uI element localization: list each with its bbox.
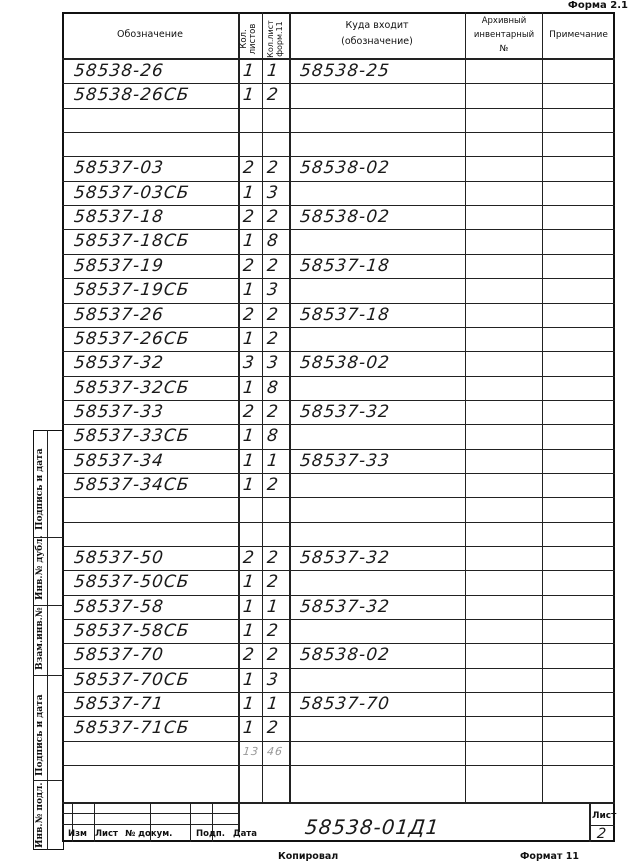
- cell-kol-listov: 1: [241, 280, 256, 301]
- footer-kopiroval: Копировал: [278, 851, 339, 862]
- cell-oboznachenie: 58537-33: [72, 401, 165, 422]
- header-oboznachenie: Обозначение: [117, 29, 183, 40]
- tb-list-label: Лист: [592, 811, 617, 821]
- titleblock-top: [62, 802, 615, 804]
- cell-kol-list: 3: [265, 280, 280, 301]
- cell-kuda-vkhodit: 58537-33: [298, 450, 391, 471]
- cell-kol-listov: 13: [242, 744, 260, 758]
- header-kuda-2: (обозначение): [341, 36, 413, 47]
- cell-oboznachenie: 58537-34: [72, 450, 165, 471]
- cell-oboznachenie: 58537-33СБ: [72, 426, 191, 447]
- cell-kuda-vkhodit: 58537-32: [298, 401, 391, 422]
- cell-kol-list: 1: [265, 596, 280, 617]
- row-rule: [62, 473, 615, 474]
- cell-oboznachenie: 58537-50СБ: [72, 572, 191, 593]
- cell-kuda-vkhodit: 58537-18: [298, 304, 391, 325]
- cell-kol-listov: 1: [241, 694, 256, 715]
- row-rule: [62, 278, 615, 279]
- tb-n-dokum: № докум.: [125, 829, 173, 839]
- cell-oboznachenie: 58537-18СБ: [72, 231, 191, 252]
- header-arkh-2: инвентарный: [473, 30, 535, 40]
- cell-kol-list: 46: [266, 744, 284, 758]
- cell-kol-list: 2: [265, 474, 280, 495]
- cell-kuda-vkhodit: 58538-02: [298, 353, 391, 374]
- divider: [465, 12, 466, 802]
- header-rule: [62, 58, 615, 60]
- tb-podp: Подп.: [196, 829, 225, 839]
- cell-oboznachenie: 58537-32СБ: [72, 377, 191, 398]
- cell-kol-list: 2: [265, 718, 280, 739]
- row-rule: [62, 692, 615, 693]
- side-label-podpis-2: Подпись и дата: [35, 694, 45, 776]
- cell-kol-list: 8: [265, 426, 280, 447]
- cell-kuda-vkhodit: 58538-02: [298, 645, 391, 666]
- row-rule: [62, 181, 615, 182]
- row-rule: [62, 108, 615, 109]
- cell-oboznachenie: 58537-50: [72, 548, 165, 568]
- cell-kol-listov: 2: [241, 255, 256, 276]
- cell-oboznachenie: 58537-19: [72, 255, 165, 276]
- forma-label: Форма 2.1: [567, 0, 628, 11]
- cell-kol-listov: 2: [241, 207, 256, 228]
- cell-kol-list: 8: [265, 231, 280, 252]
- cell-kol-listov: 1: [241, 718, 256, 739]
- header-kl-1: Кол.лист: [266, 20, 275, 58]
- cell-oboznachenie: 58537-03: [72, 158, 165, 179]
- footer-format: Формат 11: [520, 851, 579, 862]
- titleblock-divider: [589, 802, 591, 842]
- cell-kol-listov: 1: [241, 474, 256, 495]
- row-rule: [62, 254, 615, 255]
- header-kol-1: Кол.: [239, 29, 249, 49]
- header-primechanie: Примечание: [549, 30, 608, 40]
- cell-kol-list: 3: [265, 353, 280, 374]
- tb-izm: Изм: [68, 829, 88, 839]
- cell-kol-listov: 1: [241, 85, 256, 106]
- cell-kol-list: 2: [265, 621, 280, 642]
- cell-kuda-vkhodit: 58538-02: [298, 158, 391, 179]
- side-rule: [33, 780, 63, 781]
- cell-kol-listov: 1: [241, 231, 256, 252]
- side-rule: [33, 675, 63, 676]
- row-rule: [62, 400, 615, 401]
- side-divider: [47, 430, 48, 850]
- cell-oboznachenie: 58537-70СБ: [72, 669, 191, 690]
- cell-kol-list: 8: [265, 377, 280, 398]
- cell-kuda-vkhodit: 58538-02: [298, 207, 391, 228]
- row-rule: [62, 205, 615, 206]
- side-label-inv-dubl: Инв.№ дубл.: [35, 535, 45, 600]
- divider: [238, 12, 240, 832]
- row-rule: [62, 619, 615, 620]
- cell-kol-listov: 1: [241, 328, 256, 349]
- cell-kol-list: 2: [265, 401, 280, 422]
- cell-kol-list: 2: [265, 548, 280, 568]
- cell-kuda-vkhodit: 58537-18: [298, 255, 391, 276]
- cell-kuda-vkhodit: 58537-32: [298, 596, 391, 617]
- row-rule: [62, 376, 615, 377]
- cell-kol-listov: 1: [241, 669, 256, 690]
- cell-kol-listov: 2: [241, 548, 256, 568]
- cell-oboznachenie: 58538-26: [72, 61, 165, 81]
- row-rule: [62, 741, 615, 742]
- header-arkh-3: №: [499, 44, 509, 54]
- row-rule: [62, 668, 615, 669]
- header-kuda: [289, 18, 465, 50]
- divider: [289, 12, 291, 802]
- cell-oboznachenie: 58537-03СБ: [72, 182, 191, 203]
- cell-oboznachenie: 58537-71СБ: [72, 718, 191, 739]
- cell-kol-listov: 1: [241, 61, 256, 81]
- cell-kol-list: 2: [265, 645, 280, 666]
- cell-oboznachenie: 58537-18: [72, 207, 165, 228]
- row-rule: [62, 522, 615, 523]
- divider: [542, 12, 543, 802]
- tb-data: Дата: [233, 829, 257, 839]
- row-rule: [62, 497, 615, 498]
- cell-kol-list: 2: [265, 255, 280, 276]
- header-kl-2: форм.11: [275, 21, 284, 57]
- cell-kol-list: 3: [265, 182, 280, 203]
- cell-oboznachenie: 58537-71: [72, 694, 165, 715]
- header-kuda-1: Куда входит: [345, 20, 409, 31]
- tb-list: Лист: [95, 829, 118, 839]
- cell-kol-listov: 2: [241, 645, 256, 666]
- cell-kuda-vkhodit: 58538-25: [298, 61, 391, 81]
- cell-kol-list: 2: [265, 158, 280, 179]
- cell-kol-list: 1: [265, 61, 280, 81]
- row-rule: [62, 765, 615, 766]
- cell-oboznachenie: 58537-19СБ: [72, 280, 191, 301]
- cell-kol-listov: 1: [241, 621, 256, 642]
- cell-kol-list: 3: [265, 669, 280, 690]
- cell-oboznachenie: 58537-26: [72, 304, 165, 325]
- cell-kol-listov: 1: [241, 426, 256, 447]
- side-rule: [33, 605, 63, 606]
- cell-kol-list: 2: [265, 328, 280, 349]
- header-kol-2: листов: [248, 23, 258, 55]
- header-arkh-1: Архивный: [481, 16, 527, 26]
- cell-kol-list: 2: [265, 572, 280, 593]
- side-label-vzam: Взам.инв.№: [35, 607, 45, 670]
- cell-oboznachenie: 58537-34СБ: [72, 474, 191, 495]
- cell-kol-listov: 1: [241, 572, 256, 593]
- cell-kuda-vkhodit: 58537-70: [298, 694, 391, 715]
- cell-kol-listov: 1: [241, 182, 256, 203]
- cell-kol-list: 2: [265, 85, 280, 106]
- cell-kol-listov: 1: [241, 450, 256, 471]
- cell-kuda-vkhodit: 58537-32: [298, 548, 391, 568]
- cell-oboznachenie: 58537-58СБ: [72, 621, 191, 642]
- row-rule: [62, 327, 615, 328]
- cell-kol-listov: 2: [241, 304, 256, 325]
- row-rule: [62, 303, 615, 304]
- tb-designation: 58538-01Д1: [303, 815, 441, 839]
- side-label-podpis-1: Подпись и дата: [35, 448, 45, 530]
- row-rule: [62, 449, 615, 450]
- cell-oboznachenie: 58537-32: [72, 353, 165, 374]
- cell-kol-list: 2: [265, 304, 280, 325]
- cell-kol-list: 1: [265, 694, 280, 715]
- tb-list-num: 2: [596, 826, 608, 842]
- cell-oboznachenie: 58537-26СБ: [72, 328, 191, 349]
- side-label-inv-podl: Инв.№ подл.: [35, 782, 45, 848]
- cell-oboznachenie: 58538-26СБ: [72, 85, 191, 106]
- row-rule: [62, 132, 615, 133]
- cell-oboznachenie: 58537-58: [72, 596, 165, 617]
- header-arkhivnyi: [464, 14, 544, 56]
- cell-kol-listov: 3: [241, 353, 256, 374]
- cell-kol-listov: 1: [241, 377, 256, 398]
- divider: [262, 12, 263, 802]
- cell-kol-listov: 2: [241, 158, 256, 179]
- cell-kol-listov: 2: [241, 401, 256, 422]
- titleblock-divider: [190, 802, 191, 842]
- cell-kol-list: 1: [265, 450, 280, 471]
- cell-kol-listov: 1: [241, 596, 256, 617]
- cell-kol-list: 2: [265, 207, 280, 228]
- row-rule: [62, 546, 615, 547]
- row-rule: [62, 595, 615, 596]
- cell-oboznachenie: 58537-70: [72, 645, 165, 666]
